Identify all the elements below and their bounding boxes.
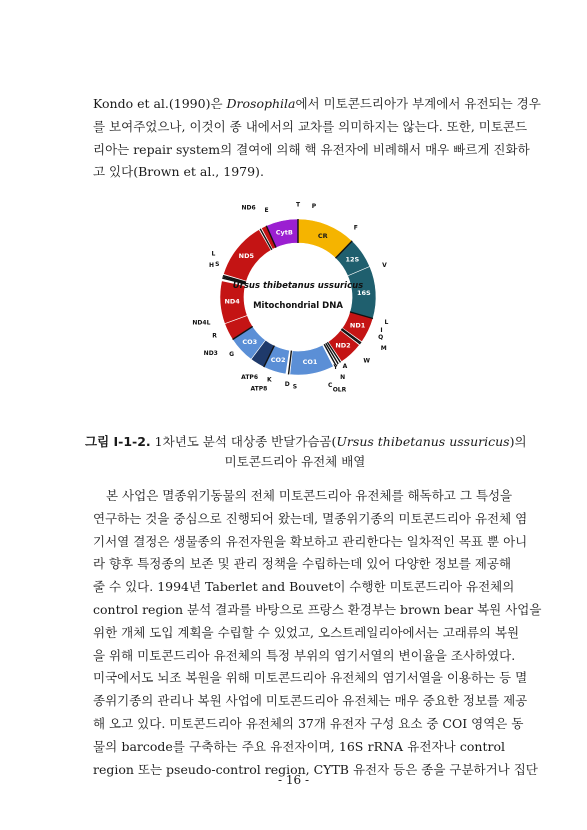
m-outer-label: M	[380, 345, 387, 353]
s2-outer-label: S	[292, 383, 298, 391]
intro-paragraph	[93, 93, 541, 184]
cr-segment-label: CR	[317, 231, 328, 240]
nd3-outer-label: ND3	[203, 350, 218, 358]
paragraph-line: 고 있다(Brown et al., 1979).	[93, 164, 264, 180]
figure-caption	[85, 432, 527, 472]
r-outer-label: R	[212, 332, 217, 340]
a-outer-label: A	[342, 363, 348, 371]
g-outer-label: G	[229, 351, 235, 359]
co2-segment-label: CO2	[270, 355, 286, 364]
y-outer-label: Y	[333, 364, 338, 372]
k-outer-label: K	[267, 376, 272, 384]
atp6-outer-label: ATP6	[241, 374, 259, 382]
mitogenome-map-figure	[170, 180, 425, 410]
q-outer-label: Q	[378, 333, 384, 341]
figure-number: 그림 Ⅰ-1-2.	[85, 434, 151, 449]
paragraph-line: 물의 barcode를 구축하는 주요 유전자이며, 16S rRNA 유전자나 control	[93, 738, 505, 754]
paragraph-line: 줄 수 있다. 1994년 Taberlet and Bouvet이 수행한 미토콘드리아 유전체의	[93, 579, 515, 595]
genome-type-label: Mitochondrial DNA	[253, 301, 343, 311]
paragraph-line: region 또는 pseudo-control region, CYTB 유전자 등은 종을 구분하거나 집단	[93, 761, 538, 777]
paragraph-line: 기서열 결정은 생물종의 유전자원을 확보하고 관리한다는 일차적인 목표 뿐 아니	[93, 533, 528, 549]
f-outer-label: F	[353, 224, 358, 232]
p-outer-label: P	[311, 202, 317, 210]
t-outer-label: T	[295, 201, 301, 209]
paragraph-line: 리아는 repair system의 결여에 의해 핵 유전자에 비례해서 매우 빠르게 진화하	[93, 141, 530, 157]
paragraph-line: 종위기종의 관리나 복원 사업에 미토콘드리아 유전체는 매우 중요한 정보를 제공	[93, 693, 528, 709]
caption-line-1: 그림 Ⅰ-1-2. 1차년도 분석 대상종 반달가슴곰(Ursus thibetanus ussuricus)의	[85, 434, 527, 449]
l2-outer-label: L	[384, 318, 389, 326]
co3-segment-label: CO3	[242, 338, 258, 347]
paragraph-line: 미국에서도 뇌조 복원을 위해 미토콘드리아 유전체의 염기서열을 이용하는 등 멸	[93, 670, 528, 686]
nd1-segment-label: ND1	[349, 321, 366, 330]
c-outer-label: C	[327, 381, 333, 389]
paragraph-line: 라 향후 특정종의 보존 및 관리 정책을 수립하는데 있어 다양한 정보를 제공해	[93, 556, 512, 572]
s16-segment-label: 16S	[357, 288, 371, 297]
body-paragraph	[93, 485, 542, 781]
atp8-outer-label: ATP8	[250, 385, 268, 393]
nd6-outer-label: ND6	[241, 204, 256, 212]
olr-outer-label: OLR	[332, 386, 347, 394]
paragraph-line: 를 보여주었으나, 이것이 종 내에서의 교차를 의미하지는 않는다. 또한, 미토콘드	[93, 118, 528, 134]
d-outer-label: D	[284, 380, 290, 388]
paragraph-line: 위한 개체 도입 계획을 수립할 수 있었고, 오스트레일리아에서는 고래류의 복원	[93, 624, 520, 640]
paragraph-line: control region 분석 결과를 바탕으로 프랑스 환경부는 brown bear 복원 사업을	[93, 601, 542, 617]
i-outer-label: I	[380, 327, 383, 335]
w-outer-label: W	[363, 357, 371, 365]
n-outer-label: N	[340, 373, 346, 381]
paragraph-line: Kondo et al.(1990)은 Drosophila에서 미토콘드리아가 부계에서 유전되는 경우	[93, 96, 541, 111]
caption-line-2: 미토콘드리아 유전체 배열	[224, 454, 366, 469]
paragraph-line: 을 위해 미토콘드리아 유전체의 특정 부위의 염기서열의 변이율을 조사하였다.	[93, 647, 516, 663]
nd4-segment-label: ND4	[224, 297, 240, 306]
s1-outer-label: S	[215, 260, 220, 268]
paragraph-line: 해 오고 있다. 미토콘드리아 유전체의 37개 유전자 구성 요소 중 COI 영역은 동	[93, 715, 524, 731]
nd5-segment-label: ND5	[238, 251, 255, 260]
paragraph-line: 본 사업은 멸종위기동물의 전체 미토콘드리아 유전체를 해독하고 그 특성을	[106, 488, 513, 503]
e-outer-label: E	[264, 207, 269, 215]
co1-segment-label: CO1	[302, 357, 318, 366]
h-outer-label: H	[209, 262, 215, 270]
v-outer-label: V	[382, 262, 387, 270]
s12-segment-label: 12S	[345, 255, 360, 264]
nd4l-outer-label: ND4L	[192, 319, 211, 327]
genome-ring	[220, 219, 376, 375]
nd2-segment-label: ND2	[335, 341, 351, 350]
paragraph-line: 연구하는 것을 중심으로 진행되어 왔는데, 멸종위기종의 미토콘드리아 유전체 염	[93, 510, 528, 526]
page-number: - 16 -	[277, 773, 309, 787]
cytb-segment-label: CytB	[275, 228, 293, 237]
l1-outer-label: L	[211, 250, 216, 258]
genome-species-name: Ursus thibetanus ussuricus	[232, 281, 364, 291]
species-name: Ursus thibetanus ussuricus	[336, 434, 510, 449]
